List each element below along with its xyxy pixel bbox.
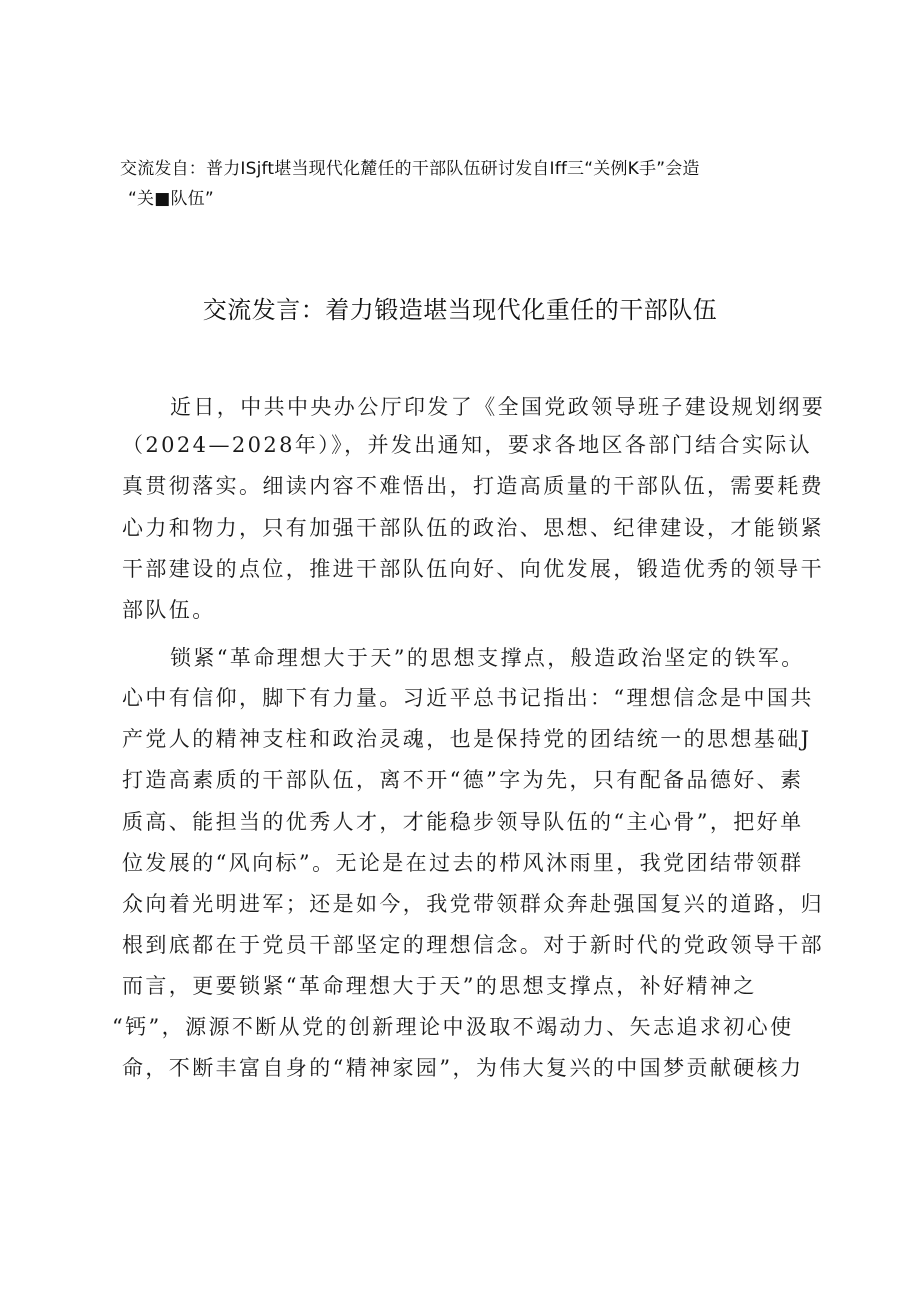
body-line: 产党人的精神支柱和政治灵魂，也是保持党的团结统一的思想基础J (122, 727, 812, 751)
body-line: （2024—2028年）》，并发出通知，要求各地区各部门结合实际认 (122, 433, 813, 457)
body-line: 真贯彻落实。细读内容不难悟出，打造高质量的干部队伍，需要耗费 (122, 474, 824, 498)
document-title: 交流发言：着力锻造堪当现代化重任的干部队伍 (202, 296, 718, 324)
header-line-1: 交流发自：普力ISjft堪当现代化麓任的干部队伍研讨发自Iff三“关例K手”会造 (120, 159, 700, 179)
body-line: 心力和物力，只有加强干部队伍的政治、思想、纪律建设，才能锁紧 (122, 516, 824, 540)
body-line: 打造高素质的干部队伍，离不开“德”字为先，只有配备品德好、素 (122, 768, 804, 792)
body-line: 根到底都在于党员干部坚定的理想信念。对于新时代的党政领导干部 (122, 933, 824, 957)
body-line: 位发展的“风向标”。无论是在过去的栉风沐雨里，我党团结带领群 (122, 851, 804, 875)
header-line-2: “关■队伍” (128, 189, 214, 209)
body-line: 部队伍。 (122, 598, 216, 622)
body-line: 心中有信仰，脚下有力量。习近平总书记指出：“理想信念是中国共 (122, 686, 814, 710)
body-line: 命，不断丰富自身的“精神家园”，为伟大复兴的中国梦贡献硬核力 (122, 1056, 804, 1080)
body-line: 干部建设的点位，推进干部队伍向好、向优发展，锻造优秀的领导干 (122, 557, 824, 581)
body-line: 质高、能担当的优秀人才，才能稳步领导队伍的“主心骨”，把好单 (122, 810, 804, 834)
body-line: 锁紧“革命理想大于天”的思想支撑点，般造政治坚定的铁军。 (170, 646, 805, 670)
body-line: 而言，更要锁紧“革命理想大于天”的思想支撑点，补好精神之 (122, 974, 757, 998)
body-line: 近日，中共中央办公厅印发了《全国党政领导班子建设规划纲要 (170, 395, 826, 419)
body-line: “钙”，源源不断从党的创新理论中汲取不竭动力、矢志追求初心使 (112, 1015, 794, 1039)
body-line: 众向着光明进军；还是如今，我党带领群众奔赴强国复兴的道路，归 (122, 892, 824, 916)
